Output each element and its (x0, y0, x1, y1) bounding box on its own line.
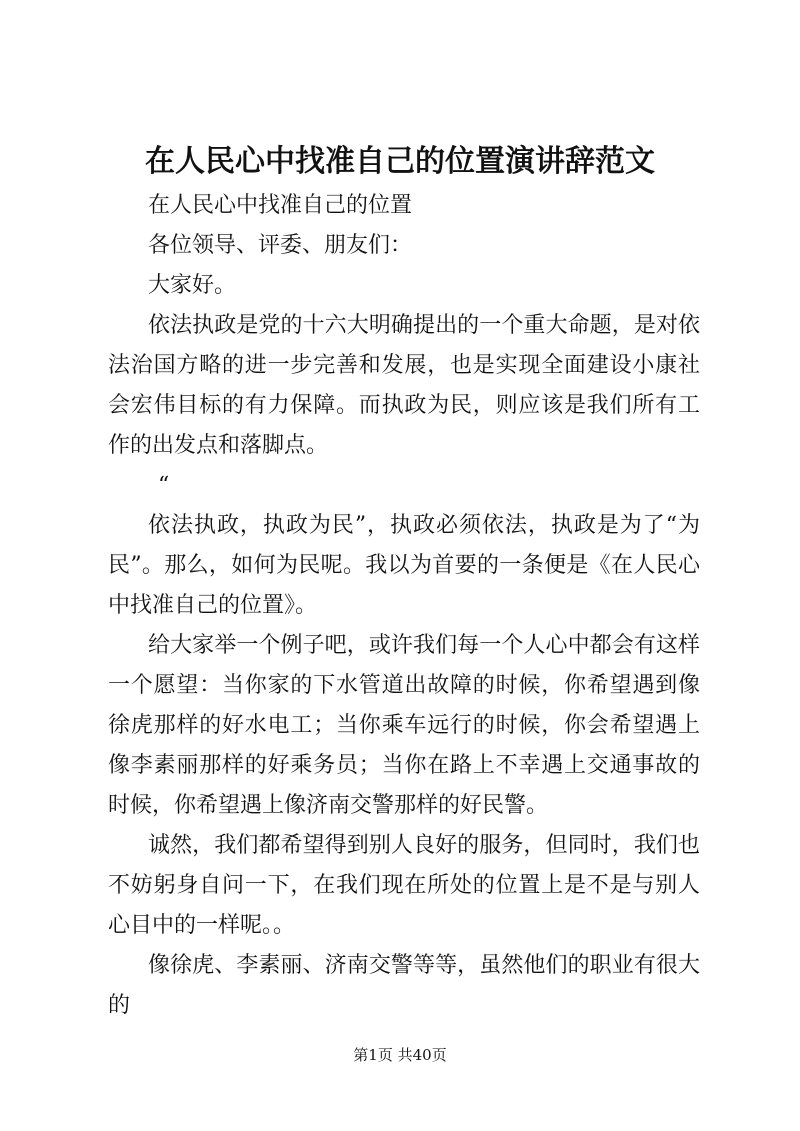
paragraph: 在人民心中找准自己的位置 (148, 193, 413, 218)
paragraph: 各位领导、评委、朋友们： (148, 233, 413, 258)
paragraph: 依法执政是党的十六大明确提出的一个重大命题，是对依法治国方略的进一步完善和发展，也是实现全面建设小康社会宏伟目标的有力保障。而执政为民，则应该是我们所有工作的出发点和落脚点。 (108, 313, 700, 458)
paragraph: 给大家举一个例子吧，或许我们每一个人心中都会有这样一个愿望：当你家的下水管道出故障的时候，你希望遇到像徐虎那样的好水电工；当你乘车远行的时候，你会希望遇上像李素丽那样的好乘务员；当你在路上不幸遇上交通事故的时候，你希望遇上像济南交警那样的好民警。 (108, 633, 700, 818)
paragraph: 诚然，我们都希望得到别人良好的服务，但同时，我们也不妨躬身自问一下，在我们现在所处的位置上是不是与别人心目中的一样呢。。 (108, 833, 700, 938)
paragraph: 像徐虎、李素丽、济南交警等等，虽然他们的职业有很大的 (108, 953, 700, 1018)
paragraph: 大家好。 (148, 273, 237, 298)
paragraph-quote-mark: “ (158, 473, 170, 498)
page-footer: 第1页 共40页 (353, 1046, 447, 1064)
document-title: 在人民心中找准自己的位置演讲辞范文 (145, 144, 655, 179)
document-body (108, 186, 700, 1026)
paragraph: 依法执政，执政为民”，执政必须依法，执政是为了“为民”。那么，如何为民呢。我以为首要的一条便是《在人民心中找准自己的位置》。 (108, 513, 700, 618)
